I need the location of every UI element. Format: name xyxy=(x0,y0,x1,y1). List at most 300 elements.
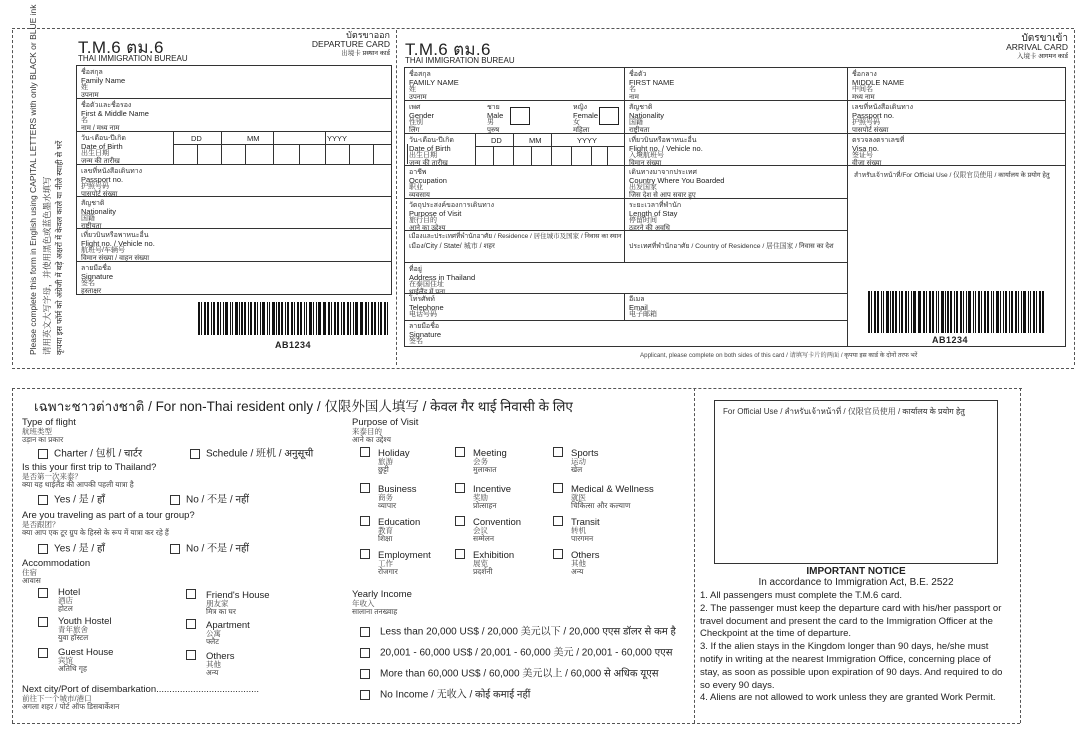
purpose-business-label-zh: 商务 xyxy=(378,493,393,502)
acc-guest-house-checkbox[interactable] xyxy=(38,648,48,658)
barcode-bar xyxy=(318,302,320,335)
purpose-exhibition-label: Exhibition xyxy=(473,550,515,561)
arrival-length-field[interactable] xyxy=(625,199,847,231)
barcode-bar xyxy=(929,291,931,333)
departure-flight-field[interactable] xyxy=(77,229,391,262)
option-charter[interactable] xyxy=(38,449,142,460)
barcode-bar xyxy=(1005,291,1007,333)
departure-card-thai: บัตรขาออก xyxy=(346,30,390,40)
cut-line-left xyxy=(12,30,13,365)
barcode-bar xyxy=(936,291,937,333)
income-4-label: No Income / 无收入 / कोई कमाई नहीं xyxy=(380,689,531,701)
barcode-bar xyxy=(331,302,332,335)
departure-family-name-field[interactable] xyxy=(77,66,391,99)
departure-mm-label: MM xyxy=(247,134,260,143)
barcode-bar xyxy=(297,302,299,335)
arrival-dd-label: DD xyxy=(491,136,502,145)
purpose-incentive-label-hi: प्रोत्साहन xyxy=(473,501,497,510)
option-first-trip-no[interactable] xyxy=(170,495,249,506)
arrival-female-label: หญิง Female 女 महिला xyxy=(573,104,599,134)
barcode-bar xyxy=(198,302,200,335)
cut-line-middle xyxy=(396,30,397,365)
barcode-bar xyxy=(883,291,885,333)
departure-form-box xyxy=(76,65,392,295)
cut-line-lower-right xyxy=(1020,388,1021,723)
barcode-bar xyxy=(978,291,980,333)
purpose-employment-label-zh: 工作 xyxy=(378,559,393,568)
side-instruction-chinese: 请用英文大写字母，并使用黑色或蓝色墨水填写 xyxy=(42,176,52,355)
arrival-signature-field[interactable] xyxy=(405,321,847,348)
arrival-country-residence-field[interactable] xyxy=(625,231,847,263)
purpose-medical-wellness-checkbox[interactable] xyxy=(553,483,563,493)
notice-item-4: 4. Aliens are not allowed to work unless they are granted Work Permit. xyxy=(700,692,996,704)
schedule-label: Schedule / 班机 / अनुसूची xyxy=(206,448,314,460)
cut-line-bottom xyxy=(12,723,1020,724)
barcode-bar xyxy=(1018,291,1019,333)
arrival-first-name-field[interactable] xyxy=(625,68,847,101)
barcode-bar xyxy=(313,302,314,335)
barcode-bar xyxy=(241,302,243,335)
purpose-business-label-hi: व्यापार xyxy=(378,501,397,510)
arrival-contact-row xyxy=(405,294,847,321)
barcode-bar xyxy=(947,291,949,333)
arrival-purpose-field[interactable] xyxy=(405,199,625,231)
purpose-education-label-hi: शिक्षा xyxy=(378,534,393,543)
barcode-bar xyxy=(1021,291,1023,333)
barcode-bar xyxy=(220,302,221,335)
barcode-bar xyxy=(1000,291,1001,333)
arrival-flight-label: เที่ยวบินหรือพาหนะอื่น Flight no. / Vehicle no. 入境航班号 विमान संख्या xyxy=(629,137,703,167)
acc-hotel-label: Hotel xyxy=(58,587,81,598)
departure-nationality-label: สัญชาติ Nationality 国籍 राष्ट्रीयता xyxy=(81,200,117,230)
income-2-checkbox[interactable] xyxy=(360,648,370,658)
cut-line-top xyxy=(12,28,1074,29)
next-city-label: Next city/Port of disembarkation....................................... xyxy=(22,684,260,695)
barcode-bar xyxy=(230,302,231,335)
barcode-bar xyxy=(347,302,349,335)
barcode-bar xyxy=(895,291,897,333)
arrival-purpose-row xyxy=(405,199,847,231)
income-option-2[interactable] xyxy=(360,648,672,659)
arrival-dob-row xyxy=(405,134,847,166)
departure-bureau: THAI IMMIGRATION BUREAU xyxy=(78,54,188,63)
arrival-family-name-label: ชื่อสกุล FAMILY NAME 姓 उपनाम xyxy=(409,71,459,101)
barcode-bar xyxy=(1042,291,1044,333)
barcode-bar xyxy=(262,302,264,335)
back-official-box xyxy=(714,400,998,564)
purpose-convention-label-zh: 会议 xyxy=(473,526,488,535)
income-1-checkbox[interactable] xyxy=(360,627,370,637)
barcode-bar xyxy=(374,302,376,335)
arrival-telephone-label: โทรศัพท์ Telephone 电话号码 xyxy=(409,296,444,318)
arrival-male-label: ชาย Male 男 पुरुष xyxy=(487,104,504,134)
barcode-bar xyxy=(960,291,962,333)
arrival-male-checkbox[interactable] xyxy=(510,107,530,125)
arrival-boarded-label: เดินทางมาจากประเทศ Country Where You Boarded 出发国家 जिस देश से आप सवार हुए xyxy=(629,169,725,199)
barcode-bar xyxy=(905,291,907,333)
acc-hotel-checkbox[interactable] xyxy=(38,588,48,598)
first-trip-label: Is this your first trip to Thailand? 是否第一次来泰？ क्या यह थाईलैंड की आपकी पहली यात्रा है xyxy=(22,462,157,489)
barcode-bar xyxy=(350,302,351,335)
barcode-bar xyxy=(217,302,219,335)
barcode-bar xyxy=(919,291,921,333)
income-3-checkbox[interactable] xyxy=(360,669,370,679)
barcode-bar xyxy=(871,291,872,333)
barcode-bar xyxy=(981,291,982,333)
barcode-bar xyxy=(950,291,952,333)
arrival-passport-field[interactable] xyxy=(848,101,1065,134)
arrival-gender-label: เพศ Gender 性别 लिंग xyxy=(409,104,435,134)
barcode-bar xyxy=(291,302,293,335)
barcode-bar xyxy=(945,291,946,333)
barcode-bar xyxy=(1011,291,1013,333)
departure-card-label xyxy=(312,31,390,58)
barcode-bar xyxy=(968,291,970,333)
tour-group-label: Are you traveling as part of a tour group? 是否跟团？ क्या आप एक टूर ग्रुप के हिस्से के रूप में यात्रा कर रहे हैं xyxy=(22,510,195,537)
barcode-bar xyxy=(213,302,215,335)
purpose-others-label-zh: 其他 xyxy=(571,559,586,568)
barcode-bar xyxy=(285,302,286,335)
barcode-bar xyxy=(899,291,900,333)
barcode-bar xyxy=(908,291,909,333)
barcode-bar xyxy=(892,291,894,333)
purpose-meeting-label-hi: मुलाकात xyxy=(473,465,497,474)
barcode-bar xyxy=(874,291,876,333)
barcode-bar xyxy=(204,302,206,335)
barcode-bar xyxy=(278,302,280,335)
departure-dob-field[interactable] xyxy=(77,132,391,165)
arrival-middle-name-label: ชื่อกลาง MIDDLE NAME 中间名 मध्य नाम xyxy=(852,71,905,101)
barcode-bar xyxy=(257,302,258,335)
barcode-bar xyxy=(235,302,237,335)
barcode-bar xyxy=(300,302,302,335)
arrival-residence-field[interactable] xyxy=(405,231,625,263)
barcode-bar xyxy=(932,291,934,333)
arrival-passport-label: เลขที่หนังสือเดินทาง Passport no. 护照号码 पासपोर्ट संख्या xyxy=(852,104,914,134)
arrival-yyyy-label: YYYY xyxy=(577,136,598,145)
barcode-bar xyxy=(901,291,903,333)
arrival-telephone-field[interactable] xyxy=(405,294,625,321)
barcode-bar xyxy=(269,302,271,335)
arrival-residence-head: เมืองและประเทศที่พำนักอาศัย / Residence / 居住城市及国家 / निवास का स्थान xyxy=(409,233,622,240)
arrival-first-name-label: ชื่อตัว FIRST NAME 名 नाम xyxy=(629,71,675,101)
departure-dob-grid xyxy=(173,132,391,164)
arrival-nationality-field[interactable] xyxy=(625,101,847,134)
arrival-visa-label: ตรวจลงตราเลขที่ Visa no. 签证号 वीज़ा संख्या xyxy=(852,137,905,167)
arrival-card-en: ARRIVAL CARD xyxy=(1006,42,1068,52)
arrival-card-thai: บัตรขาเข้า xyxy=(1021,33,1068,44)
arrival-official-use xyxy=(848,166,1065,346)
barcode-bar xyxy=(334,302,336,335)
purpose-employment-label: Employment xyxy=(378,550,431,561)
option-schedule[interactable] xyxy=(190,449,313,460)
barcode-bar xyxy=(337,302,339,335)
barcode-bar xyxy=(368,302,369,335)
arrival-flight-field[interactable] xyxy=(625,134,847,166)
cut-line-lower-left xyxy=(12,388,13,723)
acc-friends-house-label: Friend's House xyxy=(206,590,270,601)
acc-others-checkbox[interactable] xyxy=(186,650,196,660)
back-heading: เฉพาะชาวต่างชาติ / For non-Thai resident only / 仅限外国人填写 / केवल गैर थाई निवासी के लिए xyxy=(34,399,573,414)
barcode-bar xyxy=(371,302,373,335)
purpose-meeting-label: Meeting xyxy=(473,448,507,459)
barcode-bar xyxy=(232,302,234,335)
barcode-bar xyxy=(1015,291,1017,333)
barcode-bar xyxy=(360,302,361,335)
notice-title: IMPORTANT NOTICE xyxy=(806,566,906,577)
purpose-education-label: Education xyxy=(378,517,421,528)
acc-youth-hostel-label: Youth Hostel xyxy=(58,616,112,627)
barcode-bar xyxy=(324,302,326,335)
departure-first-name-label: ชื่อตัวและชื่อรอง First & Middle Name 名 नाम / मध्य नाम xyxy=(81,102,149,132)
purpose-holiday-label-hi: छुट्टी xyxy=(378,465,389,474)
barcode-bar xyxy=(225,302,227,335)
departure-dd-label: DD xyxy=(191,134,202,143)
purpose-exhibition-checkbox[interactable] xyxy=(455,549,465,559)
arrival-mm-label: MM xyxy=(529,136,542,145)
barcode-bar xyxy=(316,302,318,335)
arrival-card-other: 入境卡 आगमन कार्ड xyxy=(1016,53,1068,60)
purpose-transit-label-hi: पारगमन xyxy=(571,534,594,543)
option-tour-no[interactable] xyxy=(170,544,249,555)
purpose-sports-label-hi: खेल xyxy=(571,465,583,474)
purpose-business-label: Business xyxy=(378,484,417,495)
purpose-holiday-checkbox[interactable] xyxy=(360,447,370,457)
barcode-bar xyxy=(387,302,388,335)
barcode-bar xyxy=(1036,291,1037,333)
schedule-checkbox[interactable] xyxy=(190,449,200,459)
departure-flight-label: เที่ยวบินหรือพาหนะอื่น Flight no. / Vehicle no. 航班号/车辆号 विमान संख्या / वाहन संख्या xyxy=(81,232,155,262)
purpose-business-checkbox[interactable] xyxy=(360,483,370,493)
arrival-dob-label: วัน-เดือน-ปีเกิด Date of Birth 出生日期 जन्म की तारीख xyxy=(409,137,454,167)
purpose-exhibition-label-zh: 展览 xyxy=(473,559,488,568)
arrival-dob-field[interactable] xyxy=(405,134,625,166)
purpose-medical-wellness-label-zh: 就医 xyxy=(571,493,586,502)
barcode-bar xyxy=(267,302,268,335)
departure-nationality-field[interactable] xyxy=(77,197,391,229)
first-trip-no-label: No / 不是 / नहीं xyxy=(186,494,249,506)
arrival-official-label: สำหรับเจ้าหน้าที่/For Official Use / 仅限官员使用 / कार्यालय के प्रयोग हेतु xyxy=(854,172,1050,179)
tour-yes-checkbox[interactable] xyxy=(38,544,48,554)
arrival-length-label: ระยะเวลาที่พำนัก Length of Stay 停留时间 ठहरने की अवधि xyxy=(629,202,682,232)
barcode-bar xyxy=(1003,291,1005,333)
acc-apartment-checkbox[interactable] xyxy=(186,619,196,629)
barcode-bar xyxy=(378,302,379,335)
charter-checkbox[interactable] xyxy=(38,449,48,459)
barcode-bar xyxy=(963,291,964,333)
barcode-bar xyxy=(911,291,913,333)
income-2-label: 20,001 - 60,000 US$ / 20,001 - 60,000 美元 / 20,001 - 60,000 एएस xyxy=(380,647,673,659)
cut-line-lower xyxy=(12,388,1022,389)
departure-signature-field[interactable] xyxy=(77,262,391,296)
arrival-barcode xyxy=(868,291,1046,333)
arrival-email-field[interactable] xyxy=(625,294,847,321)
purpose-meeting-label-zh: 会务 xyxy=(473,457,488,466)
first-trip-no-checkbox[interactable] xyxy=(170,495,180,505)
purpose-incentive-label-zh: 奖励 xyxy=(473,493,488,502)
arrival-middle-name-field[interactable] xyxy=(848,68,1065,101)
purpose-others-checkbox[interactable] xyxy=(553,549,563,559)
arrival-gender-field xyxy=(405,101,625,134)
arrival-signature-label: ลายมือชื่อ Signature 签名 xyxy=(409,323,442,345)
barcode-bar xyxy=(926,291,927,333)
arrival-occupation-row xyxy=(405,166,847,199)
acc-youth-hostel-checkbox[interactable] xyxy=(38,617,48,627)
barcode-bar xyxy=(975,291,977,333)
barcode-bar xyxy=(1033,291,1035,333)
next-city-field[interactable]: Next city/Port of disembarkation....................................... 前往下一个城市/港口 अगला शहर / पोर्ट ऑफ डिसबार्केशन xyxy=(22,684,260,711)
barcode-bar xyxy=(323,302,324,335)
option-tour-yes[interactable] xyxy=(38,544,105,555)
arrival-name-row xyxy=(405,68,847,101)
first-trip-yes-checkbox[interactable] xyxy=(38,495,48,505)
barcode-bar xyxy=(991,291,992,333)
back-official-label: For Official Use / สำหรับเจ้าหน้าที่ / 仅限官员使用 / कार्यालय के प्रयोग हेतु xyxy=(723,407,965,416)
barcode-bar xyxy=(938,291,940,333)
departure-family-name-label: ชื่อสกุล Family Name 姓 उपनाम xyxy=(81,69,126,99)
tour-no-checkbox[interactable] xyxy=(170,544,180,554)
acc-guest-house-label: Guest House xyxy=(58,647,114,658)
income-3-label: More than 60,000 US$ / 60,000 美元以上 / 60,000 से अधिक यूएस xyxy=(380,668,659,680)
arrival-form-box xyxy=(404,67,848,347)
charter-label: Charter / 包机 / चार्टर xyxy=(54,448,143,460)
barcode-bar xyxy=(294,302,295,335)
departure-card-other: 出境卡 प्रस्थान कार्ड xyxy=(341,50,390,57)
arrival-female-checkbox[interactable] xyxy=(599,107,619,125)
acc-others-label: Others xyxy=(206,651,235,662)
departure-signature-label: ลายมือชื่อ Signature 签名 हस्ताक्षर xyxy=(81,265,114,295)
option-first-trip-yes[interactable] xyxy=(38,495,105,506)
barcode-bar xyxy=(260,302,262,335)
arrival-code: AB1234 xyxy=(932,335,969,345)
tour-no-label: No / 不是 / नहीं xyxy=(186,543,249,555)
arrival-address-label: ที่อยู่ Address in Thailand 在泰国住址 थाईलैंड में पता xyxy=(409,266,476,296)
tour-yes-label: Yes / 是 / हाँ xyxy=(54,543,105,555)
barcode-bar xyxy=(881,291,882,333)
purpose-transit-label-zh: 转机 xyxy=(571,526,586,535)
barcode-bar xyxy=(987,291,989,333)
income-option-1[interactable] xyxy=(360,627,676,638)
departure-yyyy-label: YYYY xyxy=(327,134,348,143)
purpose-transit-checkbox[interactable] xyxy=(553,516,563,526)
cut-line-notice xyxy=(694,388,695,723)
purpose-education-label-zh: 教育 xyxy=(378,526,393,535)
purpose-employment-checkbox[interactable] xyxy=(360,549,370,559)
purpose-sports-label-zh: 运动 xyxy=(571,457,586,466)
arrival-visa-field[interactable] xyxy=(848,134,1065,166)
arrival-gender-row xyxy=(405,101,847,134)
purpose-others-label: Others xyxy=(571,550,600,561)
barcode-bar xyxy=(886,291,888,333)
arrival-address-field[interactable] xyxy=(405,263,847,294)
purpose-incentive-checkbox[interactable] xyxy=(455,483,465,493)
departure-passport-label: เลขที่หนังสือเดินทาง Passport no. 护照号码 पासपोर्ट संख्या xyxy=(81,168,143,198)
barcode-bar xyxy=(287,302,289,335)
barcode-bar xyxy=(281,302,283,335)
income-4-checkbox[interactable] xyxy=(360,690,370,700)
barcode-bar xyxy=(956,291,958,333)
accommodation-label: Accommodation 住宿 आवास xyxy=(22,558,91,585)
departure-code: AB1234 xyxy=(275,340,312,350)
barcode-bar xyxy=(223,302,225,335)
arrival-bureau: THAI IMMIGRATION BUREAU xyxy=(405,56,515,65)
departure-title: T.M.6 ตม.6 xyxy=(78,38,164,57)
barcode-bar xyxy=(207,302,209,335)
barcode-bar xyxy=(1023,291,1025,333)
barcode-bar xyxy=(244,302,246,335)
arrival-footer: Applicant, please complete on both sides of this card / 请填写卡片的两面 / कृपया इस कार्ड के दोनों तरफ भरें xyxy=(640,352,918,359)
purpose-label: Purpose of Visit 来泰目的 आने का उद्देश्य xyxy=(352,417,419,444)
arrival-dob-grid xyxy=(475,134,624,166)
barcode-bar xyxy=(353,302,355,335)
side-instruction-english: Please complete this form in English using CAPITAL LETTERS with only BLACK or BLUE ink xyxy=(28,4,38,355)
purpose-meeting-checkbox[interactable] xyxy=(455,447,465,457)
arrival-email-label: อีเมล Email 电子邮箱 xyxy=(629,296,657,318)
barcode-bar xyxy=(877,291,879,333)
barcode-bar xyxy=(254,302,256,335)
arrival-nationality-label: สัญชาติ Nationality 国籍 राष्ट्रीयता xyxy=(629,104,665,134)
income-option-3[interactable] xyxy=(360,669,659,680)
purpose-convention-label-hi: सम्मेलन xyxy=(473,534,495,543)
barcode-bar xyxy=(250,302,252,335)
income-option-4[interactable] xyxy=(360,690,530,701)
barcode-bar xyxy=(384,302,386,335)
arrival-country-residence-label: ประเทศที่พำนักอาศัย / Country of Residence / 居住国家 / निवास का देश xyxy=(629,243,834,250)
purpose-convention-label: Convention xyxy=(473,517,522,528)
departure-dob-label: วัน-เดือน-ปีเกิด Date of Birth 出生日期 जन्म की तारीख xyxy=(81,135,126,165)
barcode-bar xyxy=(306,302,308,335)
barcode-bar xyxy=(1039,291,1041,333)
barcode-bar xyxy=(973,291,974,333)
arrival-family-name-field[interactable] xyxy=(405,68,625,101)
arrival-purpose-label: วัตถุประสงค์ของการเดินทาง Purpose of Visit 旅行目的 आने का उद्देश्य xyxy=(409,202,495,232)
purpose-education-checkbox[interactable] xyxy=(360,516,370,526)
notice-item-1: 1. All passengers must complete the T.M.6 card. xyxy=(700,590,903,601)
departure-card-en: DEPARTURE CARD xyxy=(311,39,390,49)
barcode-bar xyxy=(923,291,925,333)
purpose-transit-label: Transit xyxy=(571,517,600,528)
acc-friends-house-checkbox[interactable] xyxy=(186,589,196,599)
arrival-residence-label: เมือง/City / State/ 城市 / शहर xyxy=(409,243,495,250)
purpose-sports-checkbox[interactable] xyxy=(553,447,563,457)
barcode-bar xyxy=(211,302,212,335)
barcode-bar xyxy=(984,291,986,333)
cut-line-right xyxy=(1074,30,1075,365)
income-1-label: Less than 20,000 US$ / 20,000 美元以下 / 20,000 एएस डॉलर से कम है xyxy=(380,626,676,638)
barcode-bar xyxy=(328,302,330,335)
barcode-bar xyxy=(341,302,342,335)
purpose-medical-wellness-label-hi: चिकित्सा और कल्याण xyxy=(571,501,631,510)
departure-barcode xyxy=(198,302,390,335)
purpose-employment-label-hi: रोजगार xyxy=(378,567,398,576)
purpose-convention-checkbox[interactable] xyxy=(455,516,465,526)
barcode-bar xyxy=(365,302,367,335)
barcode-bar xyxy=(996,291,998,333)
arrival-occupation-field[interactable] xyxy=(405,166,625,199)
barcode-bar xyxy=(276,302,277,335)
purpose-medical-wellness-label: Medical & Wellness xyxy=(571,484,654,495)
arrival-card-label xyxy=(1006,34,1068,61)
purpose-sports-label: Sports xyxy=(571,448,599,459)
first-trip-yes-label: Yes / 是 / हाँ xyxy=(54,494,105,506)
departure-first-name-field[interactable] xyxy=(77,99,391,132)
arrival-boarded-field[interactable] xyxy=(625,166,847,199)
barcode-bar xyxy=(380,302,382,335)
barcode-bar xyxy=(272,302,274,335)
barcode-bar xyxy=(890,291,891,333)
departure-passport-field[interactable] xyxy=(77,165,391,197)
purpose-holiday-label-zh: 旅游 xyxy=(378,457,393,466)
